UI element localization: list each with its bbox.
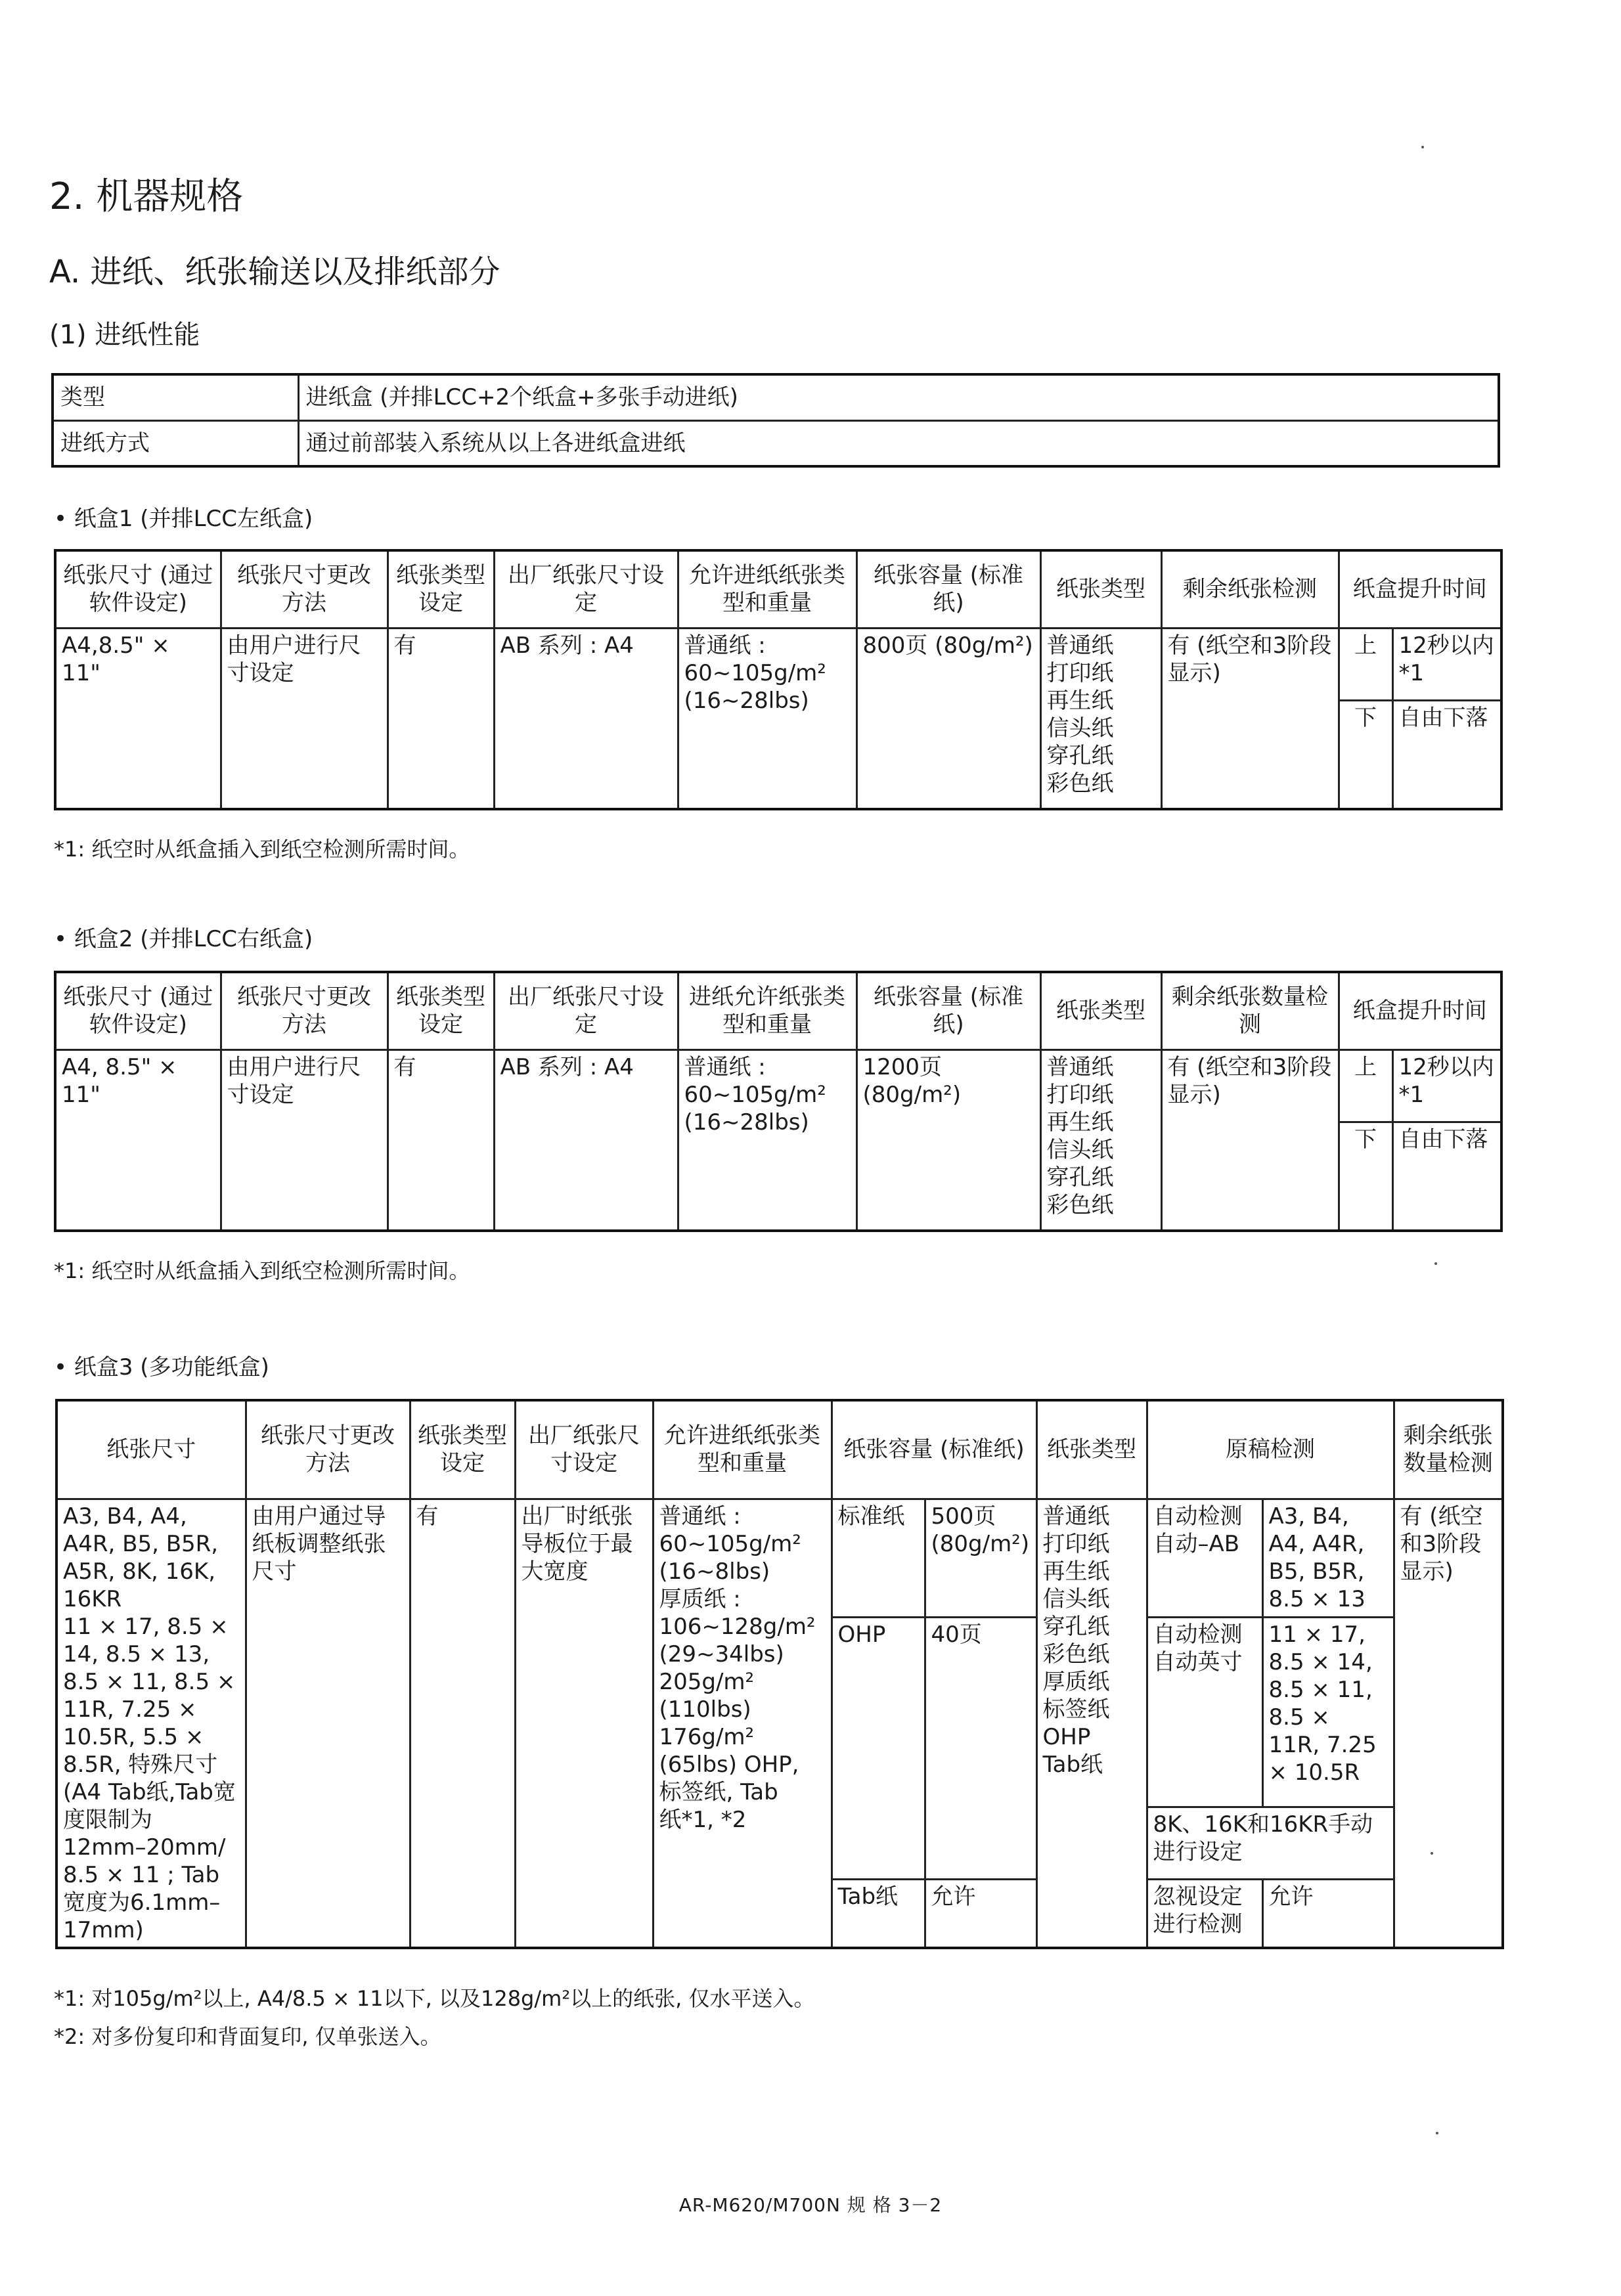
lift-position-cell: 下 [1339, 700, 1392, 809]
capacity-value-cell: 500页 (80g/m²) [925, 1499, 1036, 1617]
scan-speck [1436, 2132, 1438, 2134]
general-feed-method-label: 进纸方式 [53, 420, 298, 466]
col-header: 纸张容量 (标准纸) [856, 972, 1040, 1049]
table-header-row [55, 972, 1501, 1049]
paper-types-cell: 普通纸 打印纸 再生纸 信头纸 穿孔纸 彩色纸 厚质纸 标签纸 OHP Tab纸 [1036, 1499, 1147, 1948]
col-header: 剩余纸张检测 [1161, 550, 1339, 628]
detection-sizes-cell: 允许 [1262, 1880, 1394, 1948]
col-header: 纸张类型设定 [388, 550, 494, 628]
general-type-value: 进纸盒 (并排LCC+2个纸盒+多张手动进纸) [298, 374, 1499, 420]
type-setting-cell: 有 [388, 1049, 494, 1231]
col-header: 纸张类型 [1040, 550, 1161, 628]
remaining-detection-cell: 有 (纸空和3阶段显示) [1161, 1049, 1339, 1231]
subsection-title: A. 进纸、纸张输送以及排纸部分 [49, 254, 500, 290]
tray1-spec-table [54, 549, 1503, 810]
col-header: 进纸允许纸张类型和重量 [678, 972, 856, 1049]
capacity-type-cell: OHP [832, 1617, 925, 1880]
subsubsection-title: (1) 进纸性能 [49, 320, 200, 350]
tray1-footnote: *1: 纸空时从纸盒插入到纸空检测所需时间。 [54, 837, 470, 862]
col-header: 纸张尺寸更改方法 [246, 1400, 410, 1499]
tray2-spec-table [54, 971, 1503, 1232]
table-row [55, 628, 1501, 700]
capacity-cell: 800页 (80g/m²) [856, 628, 1040, 809]
lift-position-cell: 下 [1339, 1122, 1392, 1231]
type-setting-cell: 有 [410, 1499, 515, 1948]
tray3-footnote-2: *2: 对多份复印和背面复印, 仅单张送入。 [54, 2024, 441, 2049]
tray2-footnote: *1: 纸空时从纸盒插入到纸空检测所需时间。 [54, 1258, 470, 1283]
col-header: 纸盒提升时间 [1339, 550, 1501, 628]
tray3-spec-table [55, 1399, 1504, 1949]
general-feed-method-value: 通过前部装入系统从以上各进纸盒进纸 [298, 420, 1499, 466]
size-change-method-cell: 由用户通过导纸板调整纸张尺寸 [246, 1499, 410, 1948]
type-setting-cell: 有 [388, 628, 494, 809]
col-header: 纸张容量 (标准纸) [832, 1400, 1036, 1499]
size-change-method-cell: 由用户进行尺寸设定 [221, 1049, 388, 1231]
col-header: 剩余纸张数量检测 [1394, 1400, 1503, 1499]
detection-mode-cell: 忽视设定进行检测 [1147, 1880, 1262, 1948]
tray3-footnote-1: *1: 对105g/m²以上, A4/8.5 × 11以下, 以及128g/m²以上的纸张, 仅水平送入。 [54, 1986, 815, 2011]
table-row [55, 1049, 1501, 1122]
capacity-value-cell: 允许 [925, 1880, 1036, 1948]
paper-types-cell: 普通纸 打印纸 再生纸 信头纸 穿孔纸 彩色纸 [1040, 1049, 1161, 1231]
col-header: 纸张尺寸更改方法 [221, 550, 388, 628]
types-weights-cell: 普通纸 : 60~105g/m² (16~28lbs) [678, 1049, 856, 1231]
tray3-label: • 纸盒3 (多功能纸盒) [54, 1354, 269, 1380]
paper-types-cell: 普通纸 打印纸 再生纸 信头纸 穿孔纸 彩色纸 [1040, 628, 1161, 809]
capacity-type-cell: 标准纸 [832, 1499, 925, 1617]
col-header: 纸张容量 (标准纸) [856, 550, 1040, 628]
col-header: 出厂纸张尺寸设定 [494, 972, 678, 1049]
lift-time-cell: 自由下落 [1392, 700, 1501, 809]
table-row [56, 1499, 1503, 1617]
detection-manual-cell: 8K、16K和16KR手动进行设定 [1147, 1807, 1394, 1880]
tray2-label: • 纸盒2 (并排LCC右纸盒) [54, 926, 313, 952]
col-header: 出厂纸张尺寸设定 [494, 550, 678, 628]
col-header: 纸张尺寸 (通过软件设定) [55, 550, 221, 628]
col-header: 纸张类型 [1040, 972, 1161, 1049]
detection-sizes-cell: 11 × 17, 8.5 × 14, 8.5 × 11, 8.5 × 11R, 7.25 × 10.5R [1262, 1617, 1394, 1807]
section-title: 2. 机器规格 [49, 175, 244, 218]
col-header: 允许进纸纸张类型和重量 [678, 550, 856, 628]
factory-size-cell: AB 系列 : A4 [494, 628, 678, 809]
detection-mode-cell: 自动检测 自动–AB [1147, 1499, 1262, 1617]
scan-speck [1431, 1852, 1433, 1855]
table-header-row [55, 550, 1501, 628]
table-header-row [56, 1400, 1503, 1499]
lift-time-cell: 12秒以内 *1 [1392, 1049, 1501, 1122]
col-header: 纸张类型设定 [410, 1400, 515, 1499]
factory-size-cell: 出厂时纸张导板位于最大宽度 [515, 1499, 653, 1948]
paper-size-cell: A3, B4, A4, A4R, B5, B5R, A5R, 8K, 16K, 16KR 11 × 17, 8.5 × 14, 8.5 × 13, 8.5 × 11, 8.5 × 11R, 7.25 × 10.5R, 5.5 × 8.5R, 特殊尺寸 (A4 Tab纸,Tab宽度限制为 12mm–20mm/ 8.5 × 11 ; Tab宽度为6.1mm–17mm) [56, 1499, 246, 1948]
factory-size-cell: AB 系列 : A4 [494, 1049, 678, 1231]
detection-mode-cell: 自动检测 自动英寸 [1147, 1617, 1262, 1807]
capacity-value-cell: 40页 [925, 1617, 1036, 1880]
col-header: 剩余纸张数量检测 [1161, 972, 1339, 1049]
tray1-label: • 纸盒1 (并排LCC左纸盒) [54, 506, 313, 532]
lift-position-cell: 上 [1339, 628, 1392, 700]
capacity-type-cell: Tab纸 [832, 1880, 925, 1948]
col-header: 原稿检测 [1147, 1400, 1394, 1499]
table-row [53, 420, 1499, 466]
lift-position-cell: 上 [1339, 1049, 1392, 1122]
scan-speck [1421, 146, 1424, 148]
detection-sizes-cell: A3, B4, A4, A4R, B5, B5R, 8.5 × 13 [1262, 1499, 1394, 1617]
page-footer: AR-M620/M700N 规 格 3－2 [678, 2194, 943, 2216]
remaining-detection-cell: 有 (纸空和3阶段显示) [1161, 628, 1339, 809]
general-spec-table [51, 373, 1500, 468]
lift-time-cell: 自由下落 [1392, 1122, 1501, 1231]
remaining-detection-cell: 有 (纸空和3阶段显示) [1394, 1499, 1503, 1948]
paper-size-cell: A4,8.5" × 11" [55, 628, 221, 809]
col-header: 纸盒提升时间 [1339, 972, 1501, 1049]
lift-time-cell: 12秒以内 *1 [1392, 628, 1501, 700]
col-header: 纸张尺寸更改方法 [221, 972, 388, 1049]
col-header: 纸张尺寸 (通过软件设定) [55, 972, 221, 1049]
general-type-label: 类型 [53, 374, 298, 420]
types-weights-cell: 普通纸 : 60~105g/m² (16~8lbs) 厚质纸 : 106~128g/m² (29~34lbs) 205g/m² (110lbs) 176g/m² (65lbs) OHP, 标签纸, Tab 纸*1, *2 [653, 1499, 832, 1948]
types-weights-cell: 普通纸 : 60~105g/m² (16~28lbs) [678, 628, 856, 809]
size-change-method-cell: 由用户进行尺寸设定 [221, 628, 388, 809]
table-row [53, 374, 1499, 420]
scan-speck [1434, 1262, 1437, 1265]
col-header: 纸张类型设定 [388, 972, 494, 1049]
paper-size-cell: A4, 8.5" × 11" [55, 1049, 221, 1231]
col-header: 允许进纸纸张类型和重量 [653, 1400, 832, 1499]
capacity-cell: 1200页 (80g/m²) [856, 1049, 1040, 1231]
col-header: 纸张类型 [1036, 1400, 1147, 1499]
col-header: 纸张尺寸 [56, 1400, 246, 1499]
col-header: 出厂纸张尺寸设定 [515, 1400, 653, 1499]
